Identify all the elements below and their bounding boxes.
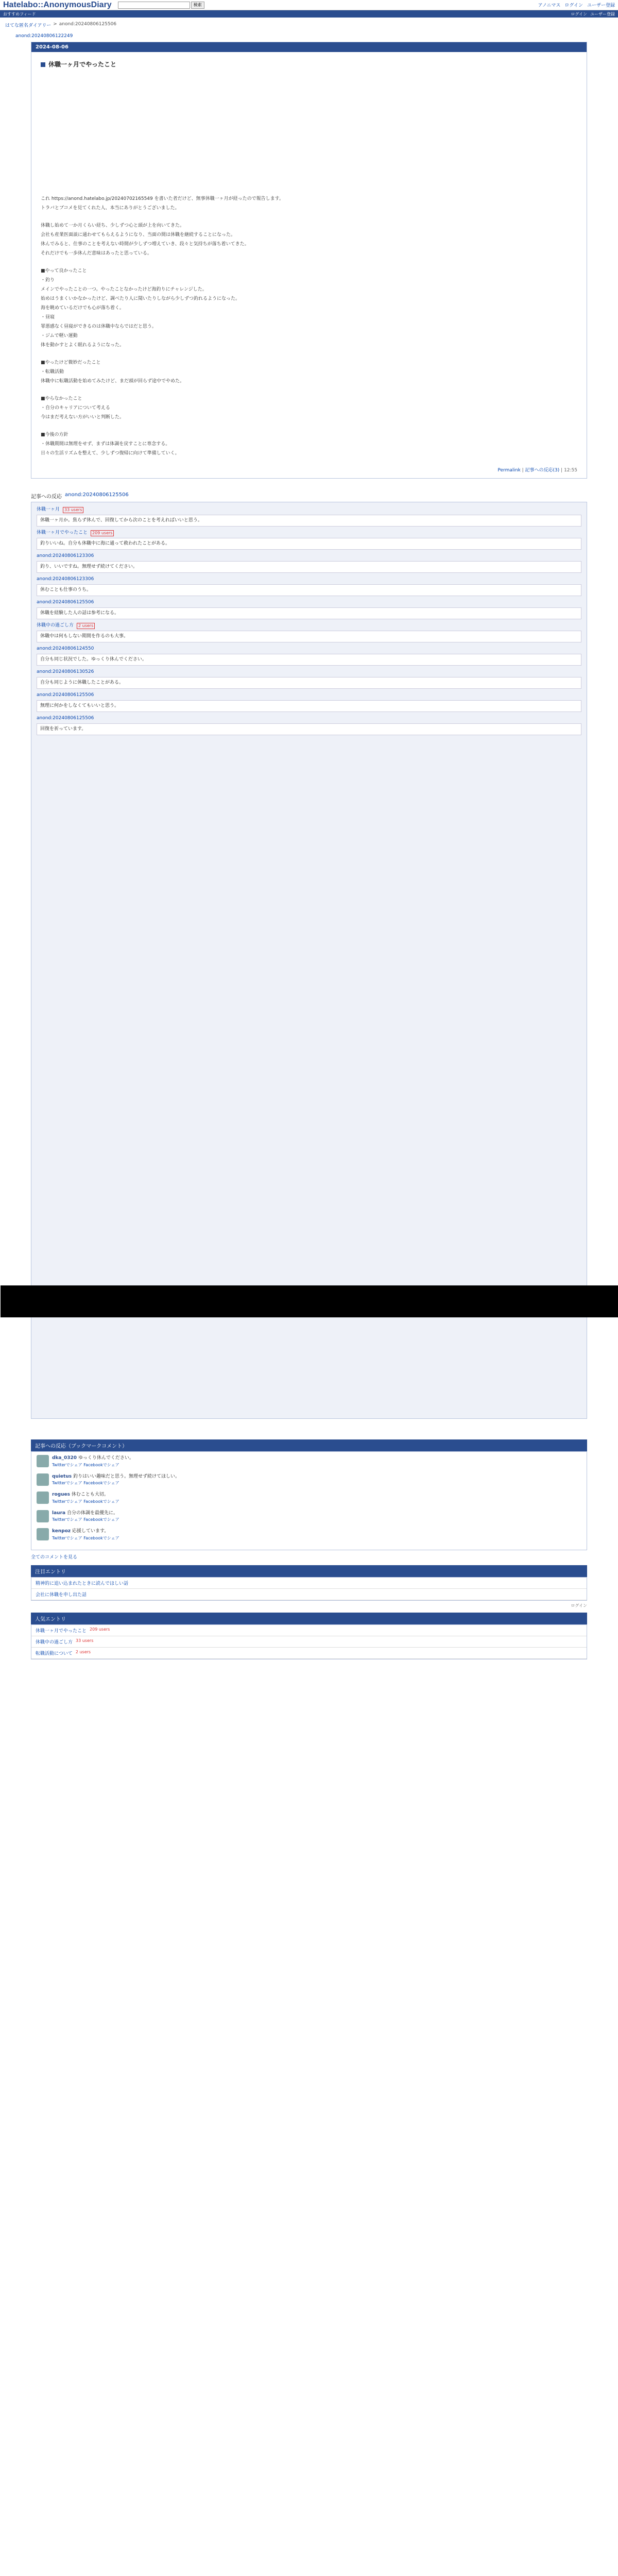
trackback-body: 休職一ヶ月か。焦らず休んで、回復してから次のことを考えればいいと思う。 <box>37 515 581 527</box>
bookmark-content <box>52 1510 119 1523</box>
trackback-head <box>37 669 581 676</box>
share-link[interactable]: Facebookでシェア <box>83 1481 119 1485</box>
article-date: 2024-08-06 <box>31 42 587 52</box>
article-line: 会社も産業医面談に通わせてもらえるようになり、当面の間は休職を継続することになった。 <box>41 232 236 238</box>
popular-link[interactable]: 休職一ヶ月でやったこと <box>36 1628 87 1634</box>
article-line: ・転職活動 <box>41 369 64 375</box>
trackback-head <box>37 646 581 653</box>
trackback-link[interactable]: 休職一ヶ月 <box>37 507 60 512</box>
trackback-item <box>37 715 581 735</box>
trackback-link[interactable]: anond:20240806130526 <box>37 669 94 674</box>
related-list <box>31 1577 587 1601</box>
trackback-body: 休職を経験した人の話は参考になる。 <box>37 607 581 620</box>
popular-link[interactable]: 転職活動について <box>36 1651 73 1656</box>
article-line: トラバとブコメを見てくれた人、本当にありがとうございました。 <box>41 206 180 211</box>
recommend-feed-link[interactable]: おすすめフィード <box>3 11 36 16</box>
avatar[interactable] <box>37 1473 49 1486</box>
article-line: ・自分のキャリアについて考える <box>41 405 110 411</box>
share-link[interactable]: Twitterでシェア <box>52 1481 82 1485</box>
popular-count: 2 users <box>75 1649 91 1654</box>
trackback-body: 回復を祈っています。 <box>37 723 581 736</box>
article-line: 日々の生活リズムを整えて、少しずつ復帰に向けて準備していく。 <box>41 451 180 456</box>
search-button[interactable]: 検索 <box>191 2 204 9</box>
article-line: それだけでも一歩休んだ意味はあったと思っている。 <box>41 251 152 256</box>
popular-header: 人気エントリ <box>31 1613 587 1624</box>
article-line: メインでやったことの一つ。やったことなかったけど海釣りにチャレンジした。 <box>41 287 207 292</box>
trackback-link[interactable]: anond:20240806123306 <box>37 553 94 558</box>
popular-item <box>31 1648 587 1659</box>
bookmark-user[interactable]: dka_0320 <box>52 1455 77 1461</box>
bookmark-user[interactable]: quietus <box>52 1473 72 1479</box>
popular-item <box>31 1625 587 1636</box>
reactions-link[interactable]: 記事への反応(3) <box>525 468 560 473</box>
article-line: 休んでみると、仕事のことを考えない時間が少しずつ増えていき、段々と気持ちが落ち着いてきた。 <box>41 242 249 247</box>
related-item <box>31 1578 587 1589</box>
trackback-head <box>37 692 581 699</box>
article-line: ■やったけど微妙だったこと <box>41 360 101 365</box>
top-link-register[interactable]: ユーザー登録 <box>587 3 615 8</box>
share-link[interactable]: Twitterでシェア <box>52 1535 82 1540</box>
avatar[interactable] <box>37 1492 49 1504</box>
article-line: ・昼寝 <box>41 315 55 320</box>
avatar[interactable] <box>37 1528 49 1540</box>
popular-item <box>31 1636 587 1648</box>
trackback-link[interactable]: anond:20240806124550 <box>37 646 94 651</box>
permalink-footer[interactable]: Permalink <box>497 468 521 473</box>
article-line <box>41 386 577 394</box>
trackback-link[interactable]: anond:20240806125506 <box>37 692 94 698</box>
share-link[interactable]: Facebookでシェア <box>83 1535 119 1540</box>
bookmark-comment: 休むことも大切。 <box>71 1492 109 1497</box>
article <box>31 42 587 479</box>
article-body <box>31 52 587 464</box>
trackback-item <box>37 576 581 596</box>
trackback-header <box>31 492 587 500</box>
trackback-body: 自分も同じ状況でした。ゆっくり休んでください。 <box>37 654 581 666</box>
trackback-id-link[interactable]: anond:20240806125506 <box>65 492 129 498</box>
trackback-body: 休むことも仕事のうち。 <box>37 584 581 597</box>
article-line: ・釣り <box>41 278 55 283</box>
bookmark-content <box>52 1492 119 1505</box>
trackback-body: 釣り、いいですね。無理せず続けてください。 <box>37 561 581 573</box>
bookmark-user[interactable]: kenpoz <box>52 1529 71 1534</box>
title-square-icon <box>41 62 45 67</box>
top-bar <box>0 0 618 10</box>
bookmark-content <box>52 1473 180 1487</box>
share-link[interactable]: Facebookでシェア <box>83 1462 119 1467</box>
top-link-anonymous[interactable]: アノニマス <box>538 3 561 8</box>
related-item <box>31 1589 587 1600</box>
popular-link[interactable]: 休職中の過ごし方 <box>36 1639 73 1645</box>
share-link[interactable]: Twitterでシェア <box>52 1499 82 1504</box>
trackback-link[interactable]: anond:20240806125506 <box>37 716 94 721</box>
trackback-item <box>37 599 581 619</box>
trackback-title: 記事への反応 <box>31 494 62 500</box>
share-link[interactable]: Twitterでシェア <box>52 1517 82 1522</box>
article-line: 休職中に転職活動を始めてみたけど、まだ頭が回らず途中でやめた。 <box>41 379 185 384</box>
trackback-link[interactable]: anond:20240806123306 <box>37 577 94 582</box>
ad-label[interactable]: ログイン <box>571 1603 587 1608</box>
trackback-head <box>37 530 581 537</box>
bookmark-content <box>52 1455 134 1468</box>
trackback-item <box>37 506 581 527</box>
bookmarks-list <box>31 1451 587 1550</box>
bookmark-row <box>37 1528 581 1541</box>
article-line: ■やらなかったこと <box>41 396 82 401</box>
trackback-item <box>37 692 581 712</box>
permalink-link[interactable]: anond:20240806122249 <box>15 33 73 39</box>
trackback-item <box>37 669 581 689</box>
post-time: 12:55 <box>564 468 577 473</box>
breadcrumb-current: anond:20240806125506 <box>59 22 117 27</box>
share-link[interactable]: Facebookでシェア <box>83 1517 119 1522</box>
article-line: 休職し始めて一か月くらい経ち、少しずつ心と頭が上を向いてきた。 <box>41 223 185 228</box>
breadcrumb-home[interactable]: はてな匿名ダイアリー <box>5 23 52 28</box>
bookmark-comment: ゆっくり休んでください。 <box>78 1455 134 1461</box>
bookmark-row <box>37 1455 581 1468</box>
trackback-head <box>37 715 581 722</box>
article-line: 海を眺めているだけでも心が落ち着く。 <box>41 306 124 311</box>
bookmark-row <box>37 1510 581 1523</box>
article-line: これ https://anond.hatelabo.jp/20240702165549 を書いた者だけど、無事休職一ヶ月が経ったので報告します。 <box>41 196 284 201</box>
article-line: ・ジムで軽い運動 <box>41 333 78 338</box>
top-link-login[interactable]: ログイン <box>564 3 583 8</box>
bookmark-comment: 自分の体調を最優先に。 <box>66 1510 118 1516</box>
trackback-link[interactable]: anond:20240806125506 <box>37 600 94 605</box>
bookmark-comment: 応援しています。 <box>72 1529 109 1534</box>
article-line: 罪悪感なく昼寝ができるのは休職中ならではだと思う。 <box>41 324 157 329</box>
avatar[interactable] <box>37 1510 49 1522</box>
bookmark-row <box>37 1473 581 1487</box>
article-footer: Permalink | 記事への反応(3) | 12:55 <box>497 468 577 473</box>
bookmark-user[interactable]: laura <box>52 1510 66 1516</box>
ad-row <box>31 1603 587 1608</box>
bookmark-comment: 釣りはいい趣味だと思う。無理せず続けてほしい。 <box>73 1473 180 1479</box>
article-line: ■今後の方針 <box>41 432 68 437</box>
bookmarks-header: 記事への反応（ブックマークコメント） <box>31 1439 587 1451</box>
article-line: 体を動かすとよく眠れるようになった。 <box>41 343 125 348</box>
article-line: ■やって良かったこと <box>41 268 87 274</box>
trackback-link[interactable]: 休職中の過ごし方 <box>37 623 74 628</box>
title-text: 休職一ヶ月でやったこと <box>48 61 117 68</box>
trackback-head <box>37 553 581 560</box>
users-badge: 33 users <box>63 507 83 513</box>
breadcrumb <box>0 18 618 30</box>
trackback-item <box>37 553 581 573</box>
bookmark-row <box>37 1492 581 1505</box>
trackback-body: 休職中は何もしない期間を作るのも大事。 <box>37 631 581 643</box>
share-link[interactable]: Facebookでシェア <box>83 1499 119 1504</box>
users-badge: 209 users <box>91 530 114 536</box>
trackback-head <box>37 599 581 606</box>
sub-bar <box>0 10 618 18</box>
trackback-head <box>37 622 581 630</box>
trackback-body: 自分も同じように休職したことがある。 <box>37 677 581 689</box>
article-title <box>41 58 577 71</box>
sub-login-link[interactable]: ログイン <box>571 11 587 16</box>
bookmark-content <box>52 1528 119 1541</box>
article-line: 始めはうまくいかなかったけど、調べたり人に聞いたりしながら少しずつ釣れるようになった。 <box>41 296 241 301</box>
popular-list <box>31 1624 587 1659</box>
article-line <box>41 422 577 430</box>
article-line: ・休職期間は無理をせず、まずは体調を戻すことに専念する。 <box>41 442 170 447</box>
related-link[interactable]: 会社に休職を申し出た話 <box>36 1592 87 1598</box>
breadcrumb-sep: > <box>53 22 57 27</box>
trackback-head <box>37 576 581 583</box>
more-bookmarks-link[interactable]: 全てのコメントを見る <box>31 1554 78 1560</box>
trackback-list <box>31 502 587 1419</box>
article-line <box>41 213 577 221</box>
related-header: 注目エントリ <box>31 1565 587 1577</box>
redacted-bar <box>1 1285 618 1317</box>
site-logo[interactable]: Hatelabo::AnonymousDiary <box>3 0 112 9</box>
share-link[interactable]: Twitterでシェア <box>52 1462 82 1467</box>
trackback-item <box>37 646 581 666</box>
trackback-item <box>37 622 581 642</box>
trackback-item <box>37 530 581 550</box>
related-link[interactable]: 精神的に追い込まれたときに読んでほしい話 <box>36 1581 129 1586</box>
bookmark-user[interactable]: rogues <box>52 1492 70 1497</box>
article-lines <box>41 194 577 458</box>
article-line <box>41 258 577 266</box>
trackback-body: 無理に何かをしなくてもいいと思う。 <box>37 700 581 713</box>
sub-register-link[interactable]: ユーザー登録 <box>590 11 615 16</box>
trackback-body: 釣りいいね。自分も休職中に海に通って救われたことがある。 <box>37 538 581 550</box>
article-line: 今はまだ考えない方がいいと判断した。 <box>41 415 125 420</box>
article-line <box>41 350 577 358</box>
popular-count: 209 users <box>90 1626 110 1632</box>
popular-count: 33 users <box>76 1638 94 1643</box>
top-links <box>538 2 615 8</box>
search-input[interactable] <box>118 2 190 9</box>
trackback-head <box>37 506 581 514</box>
trackback-link[interactable]: 休職一ヶ月でやったこと <box>37 530 88 535</box>
users-badge: 2 users <box>77 623 95 629</box>
avatar[interactable] <box>37 1455 49 1467</box>
